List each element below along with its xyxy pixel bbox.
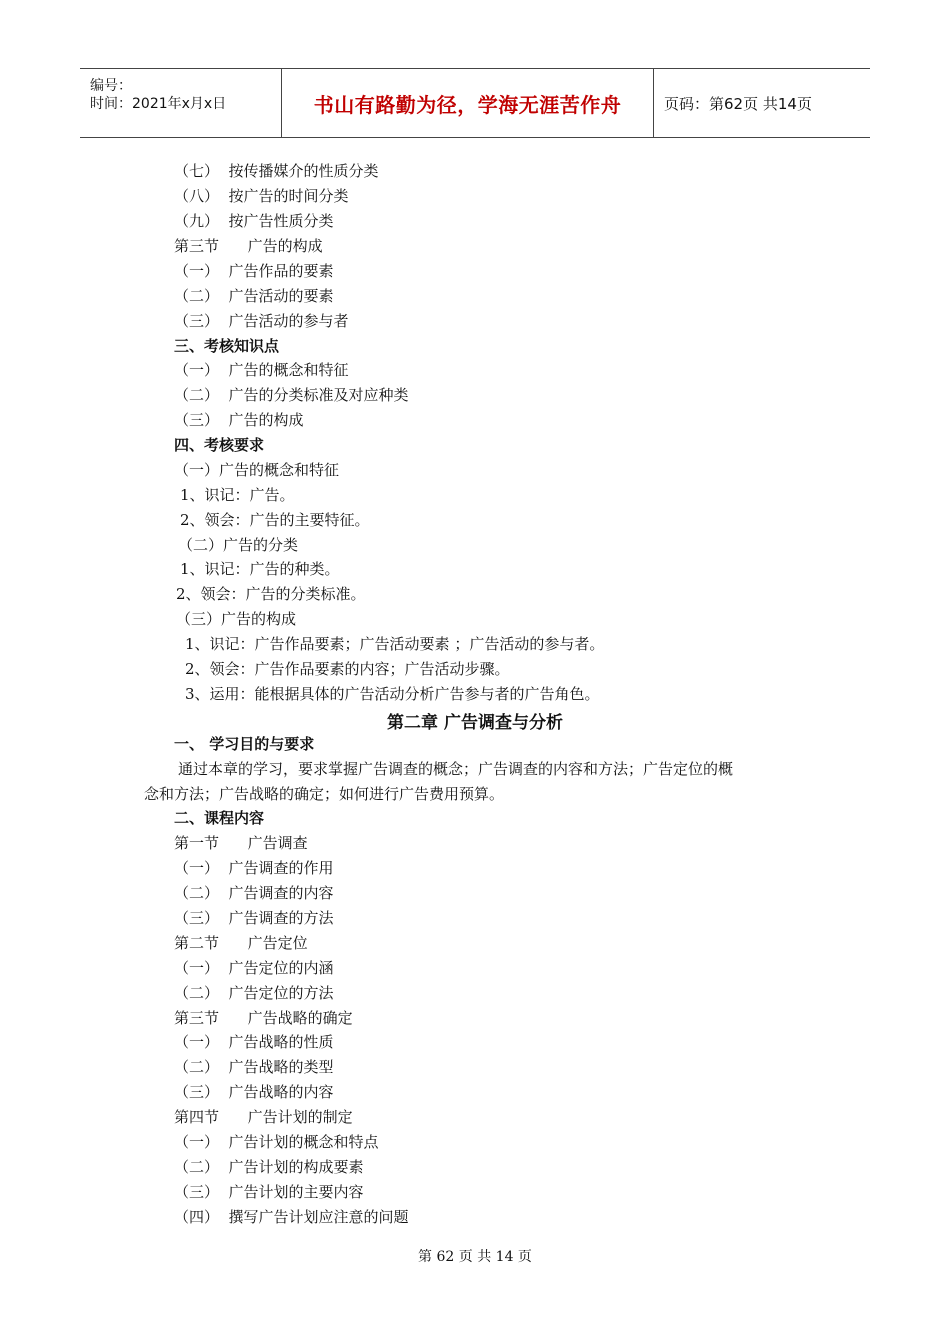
list-item: （四） 撰写广告计划应注意的问题 bbox=[174, 1208, 409, 1226]
list-item: 2、领会：广告的分类标准。 bbox=[176, 585, 366, 603]
list-item: （二） 广告活动的要素 bbox=[174, 287, 334, 305]
list-item: （三） 广告活动的参与者 bbox=[174, 312, 349, 330]
list-item: 1、识记：广告。 bbox=[180, 486, 295, 504]
subheading: 二、课程内容 bbox=[174, 809, 265, 827]
list-item: （二） 广告定位的方法 bbox=[174, 984, 334, 1002]
list-item: （一）广告的概念和特征 bbox=[174, 461, 340, 479]
header-meta bbox=[80, 69, 282, 137]
subheading: 三、考核知识点 bbox=[174, 337, 280, 355]
list-item: 2、领会：广告作品要素的内容；广告活动步骤。 bbox=[185, 660, 510, 678]
list-item: （七） 按传播媒介的性质分类 bbox=[174, 162, 379, 180]
list-item: （一） 广告战略的性质 bbox=[174, 1033, 334, 1051]
section-heading: 第二节 广告定位 bbox=[174, 934, 308, 952]
list-item: （三）广告的构成 bbox=[176, 610, 297, 628]
list-item: （二） 广告调查的内容 bbox=[174, 884, 334, 902]
section-heading: 第一节 广告调查 bbox=[174, 834, 308, 852]
list-item: （三） 广告调查的方法 bbox=[174, 909, 334, 927]
list-item: 3、运用：能根据具体的广告活动分析广告参与者的广告角色。 bbox=[185, 685, 600, 703]
header-page-info: 页码：第62页 共14页 bbox=[664, 94, 812, 113]
list-item: （二）广告的分类 bbox=[178, 536, 299, 554]
header-motto: 书山有路勤为径，学海无涯苦作舟 bbox=[282, 69, 654, 137]
list-item: 1、识记：广告作品要素；广告活动要素 ；广告活动的参与者。 bbox=[185, 635, 605, 653]
list-item: （二） 广告计划的构成要素 bbox=[174, 1158, 364, 1176]
section-heading: 第三节 广告战略的确定 bbox=[174, 1009, 353, 1027]
list-item: （九） 按广告性质分类 bbox=[174, 212, 334, 230]
page-header bbox=[80, 68, 870, 138]
paragraph-line: 念和方法；广告战略的确定；如何进行广告费用预算。 bbox=[144, 785, 505, 803]
paragraph-line: 通过本章的学习，要求掌握广告调查的概念；广告调查的内容和方法；广告定位的概 bbox=[178, 760, 734, 778]
chapter-title: 第二章 广告调查与分析 bbox=[387, 713, 563, 733]
list-item: （一） 广告调查的作用 bbox=[174, 859, 334, 877]
code-label: 编号： bbox=[90, 78, 132, 94]
list-item: （三） 广告战略的内容 bbox=[174, 1083, 334, 1101]
list-item: （一） 广告定位的内涵 bbox=[174, 959, 334, 977]
list-item: （一） 广告计划的概念和特点 bbox=[174, 1133, 379, 1151]
list-item: （一） 广告的概念和特征 bbox=[174, 361, 349, 379]
subheading: 四、考核要求 bbox=[174, 436, 265, 454]
section-heading: 第三节 广告的构成 bbox=[174, 237, 323, 255]
page-footer: 第 62 页 共 14 页 bbox=[418, 1249, 532, 1265]
list-item: （一） 广告作品的要素 bbox=[174, 262, 334, 280]
list-item: （三） 广告计划的主要内容 bbox=[174, 1183, 364, 1201]
list-item: 1、识记：广告的种类。 bbox=[180, 560, 340, 578]
list-item: （二） 广告的分类标准及对应种类 bbox=[174, 386, 409, 404]
subheading: 一、 学习目的与要求 bbox=[174, 735, 315, 753]
list-item: （二） 广告战略的类型 bbox=[174, 1058, 334, 1076]
list-item: （八） 按广告的时间分类 bbox=[174, 187, 349, 205]
section-heading: 第四节 广告计划的制定 bbox=[174, 1108, 353, 1126]
date-label: 时间：2021年x月x日 bbox=[90, 96, 227, 112]
list-item: 2、领会：广告的主要特征。 bbox=[180, 511, 370, 529]
list-item: （三） 广告的构成 bbox=[174, 411, 304, 429]
